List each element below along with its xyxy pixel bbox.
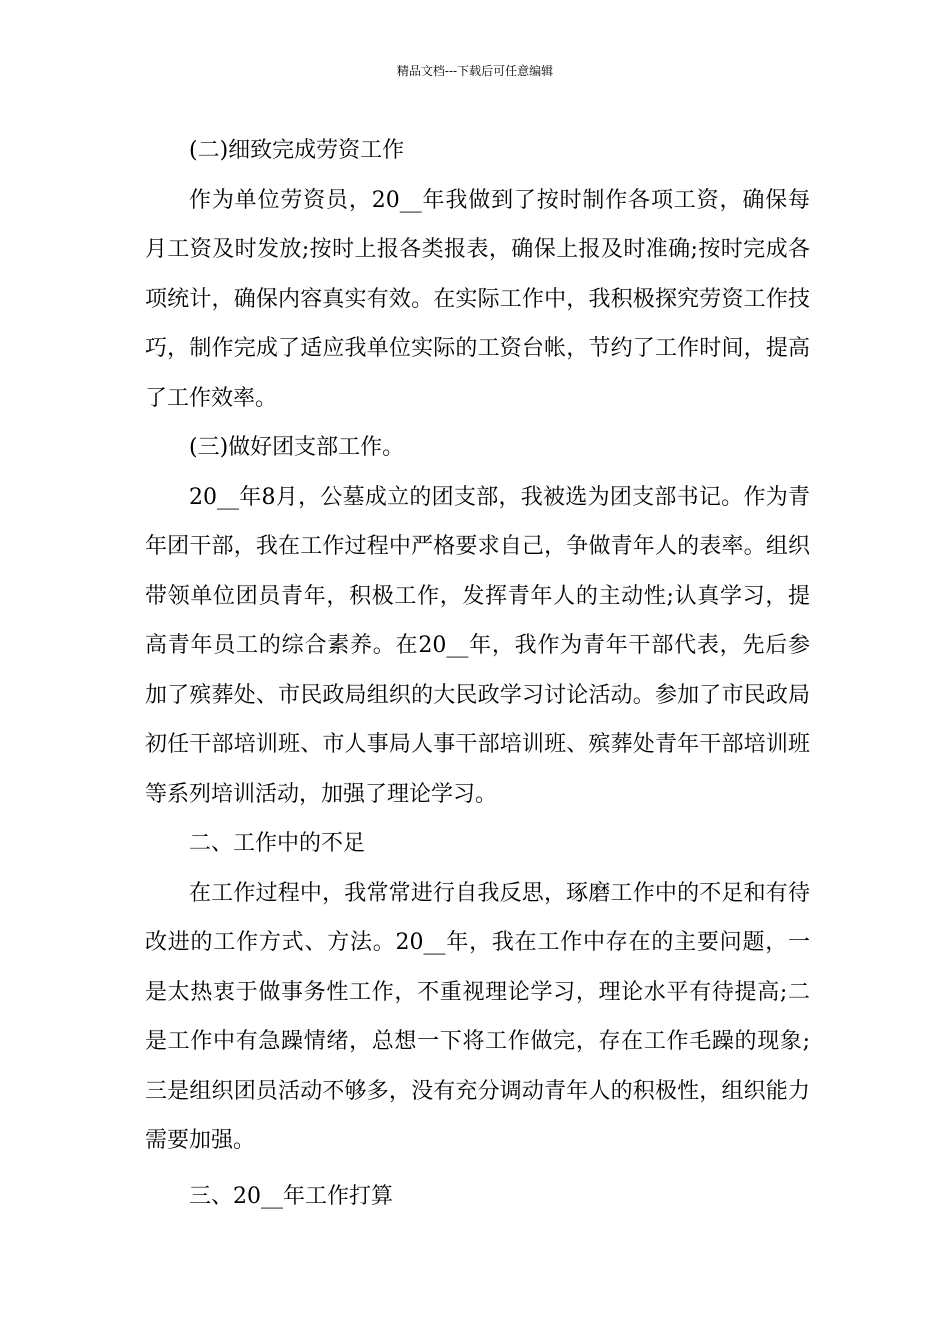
page-header: 精品文档---下载后可任意编辑 <box>396 64 554 78</box>
section-heading-league: (三)做好团支部工作。 <box>189 435 405 460</box>
section-heading-plan: 三、20__年工作打算 <box>189 1183 393 1209</box>
section-heading-shortcomings: 二、工作中的不足 <box>189 831 366 856</box>
section-heading-labor: (二)细致完成劳资工作 <box>189 138 405 163</box>
paragraph-labor: 作为单位劳资员，20__年我做到了按时制作各项工资，确保每月工资及时发放;按时上报各类报表，确保上报及时准确;按时完成各项统计，确保内容真实有效。在实际工作中，我积极探究劳资工作技巧，制作完成了适应我单位实际的工资台帐，节约了工作时间，提高了工作效率。 <box>145 187 810 411</box>
paragraph-shortcomings: 在工作过程中，我常常进行自我反思，琢磨工作中的不足和有待改进的工作方式、方法。20__年，我在工作中存在的主要问题，一是太热衷于做事务性工作，不重视理论学习，理论水平有待提高;二是工作中有急躁情绪，总想一下将工作做完，存在工作毛躁的现象;三是组织团员活动不够多，没有充分调动青年人的积极性，组织能力需要加强。 <box>145 880 810 1153</box>
document-body <box>145 126 810 1221</box>
paragraph-league: 20__年8月，公墓成立的团支部，我被选为团支部书记。作为青年团干部，我在工作过程中严格要求自己，争做青年人的表率。组织带领单位团员青年，积极工作，发挥青年人的主动性;认真学习，提高青年员工的综合素养。在20__年，我作为青年干部代表，先后参加了殡葬处、市民政局组织的大民政学习讨论活动。参加了市民政局初任干部培训班、市人事局人事干部培训班、殡葬处青年干部培训班等系列培训活动，加强了理论学习。 <box>145 484 810 807</box>
